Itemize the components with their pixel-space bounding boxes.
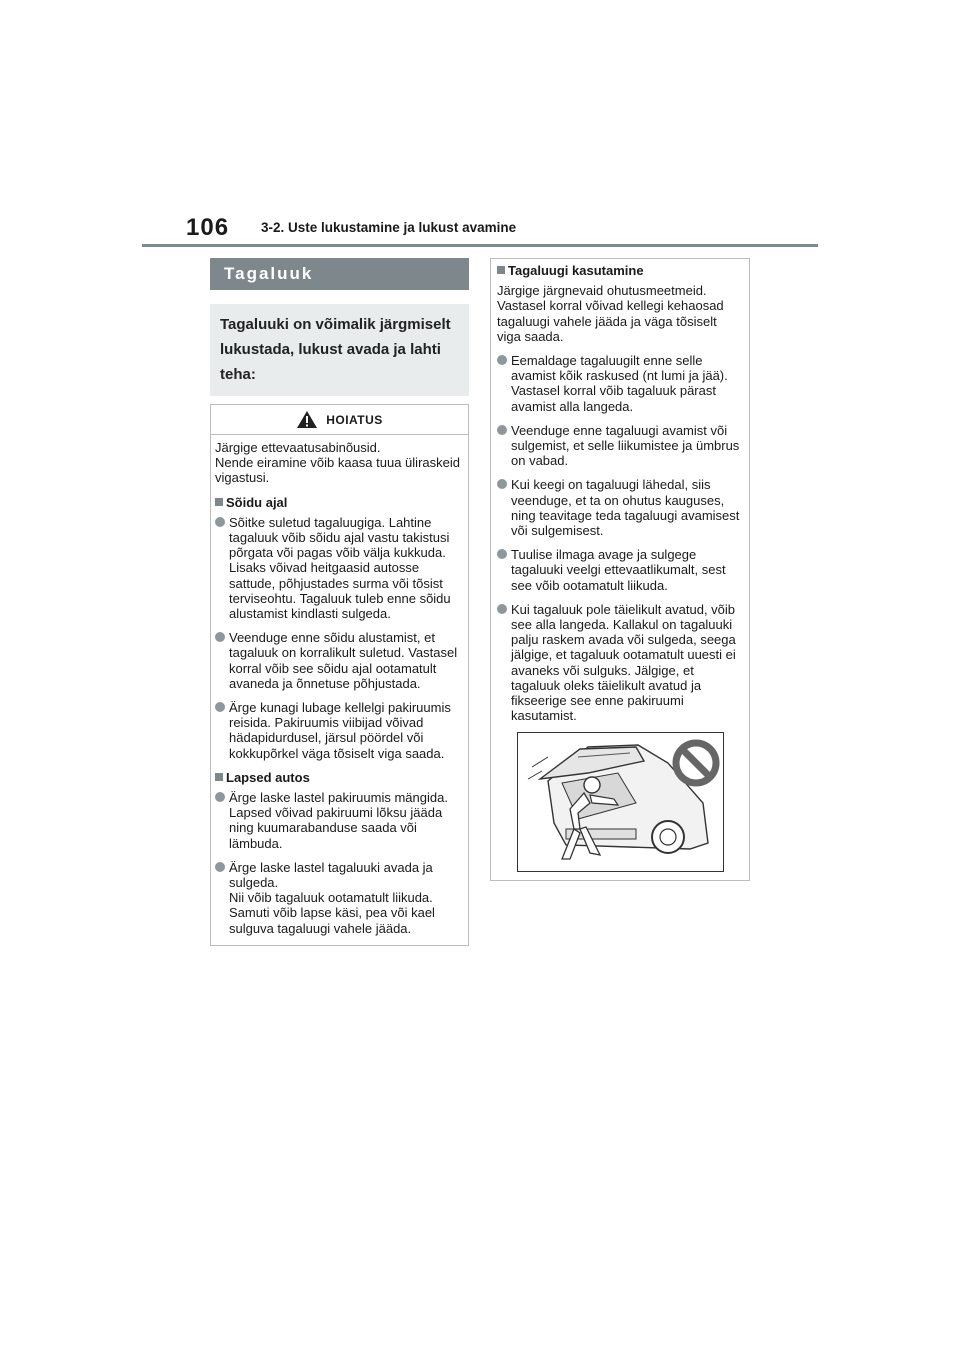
warning-intro: [215, 440, 464, 486]
bullet-item: [497, 547, 743, 593]
round-bullet-icon: [497, 549, 507, 559]
heading-text: Sõidu ajal: [226, 494, 288, 510]
bullet-text: Ärge laske lastel tagaluuki avada ja sulgeda.: [229, 859, 433, 891]
round-bullet-icon: [215, 862, 225, 872]
tailgate-illustration: [517, 732, 724, 872]
bullet-text: Kui keegi on tagaluugi lähedal, siis veenduge, et ta on ohutus kauguses, ning teavitage teda tagaluugi avamisest või sulgemisest.: [511, 477, 740, 539]
warning-box: [210, 404, 469, 946]
section-title: 3-2. Uste lukustamine ja lukust avamine: [261, 220, 517, 235]
round-bullet-icon: [215, 702, 225, 712]
warning-triangle-icon: [296, 410, 318, 429]
heading-lapsed-autos: [215, 770, 464, 785]
bullet-text: Kui tagaluuk pole täielikult avatud, võib see alla langeda. Kallakul on tagaluuki palju raskem avada või sulgeda, seega jälgige, et tagaluuk ootamatult uuesti ei avaneks või sulguks. Jälgige, et tagaluuk oleks täielikult avatud ja fikseerige see enne pakiruumi kasutamist.: [511, 601, 736, 724]
header-divider: [142, 244, 818, 247]
round-bullet-icon: [215, 792, 225, 802]
bullet-text: Ärge laske lastel pakiruumis mängida.: [229, 790, 448, 806]
heading-tagaluugi-kasutamine: [497, 263, 743, 278]
bullet-item: [497, 602, 743, 724]
bullet-item: [215, 860, 464, 936]
square-bullet-icon: [215, 773, 223, 781]
bullet-text: Veenduge enne tagaluugi avamist või sulgemist, et selle liikumistee ja ümbrus on vabad.: [511, 422, 740, 469]
bullet-text: Nii võib tagaluuk ootamatult liikuda. Samuti võib lapse käsi, pea või kael sulguva tagaluugi vahele jääda.: [229, 890, 435, 936]
heading-text: Lapsed autos: [226, 769, 310, 785]
right-intro: Järgige järgnevaid ohutusmeetmeid. Vastasel korral võivad kellegi kehaosad tagaluugi vahele jääda ja väga tõsiselt viga saada.: [497, 283, 724, 344]
left-column: [210, 258, 469, 946]
bullet-item: [497, 423, 743, 469]
square-bullet-icon: [497, 266, 505, 274]
round-bullet-icon: [497, 355, 507, 365]
warning-intro-line: Nende eiramine võib kaasa tuua üliraskeid vigastusi.: [215, 455, 460, 486]
intro-box: Tagaluuki on võimalik järgmiselt lukustada, lukust avada ja lahti teha:: [210, 304, 469, 396]
bullet-item: [215, 515, 464, 621]
bullet-text: Lapsed võivad pakiruumi lõksu jääda ning kuumarabanduse saada või lämbuda.: [229, 805, 443, 851]
heading-text: Tagaluugi kasutamine: [508, 263, 644, 278]
page-number: 106: [186, 214, 230, 241]
bullet-text: Lisaks võivad heitgaasid autosse sattude, põhjustades surma või tõsist terviseohtu. Tagaluuk tuleb enne sõidu alustamist kindlasti sulgeda.: [229, 560, 451, 622]
round-bullet-icon: [497, 604, 507, 614]
warning-intro-line: Järgige ettevaatusabinõusid.: [215, 440, 381, 455]
bullet-item: [497, 477, 743, 538]
bullet-text: Ärge kunagi lubage kellelgi pakiruumis reisida. Pakiruumis viibijad võivad hädapidurdusel, järsul pöördel või kokkupõrkel väga tõsiselt viga saada.: [229, 700, 451, 761]
bullet-item: [497, 353, 743, 414]
bullet-item: [215, 790, 464, 851]
round-bullet-icon: [497, 479, 507, 489]
round-bullet-icon: [215, 632, 225, 642]
bullet-text: Eemaldage tagaluugilt enne selle avamist kõik raskused (nt lumi ja jää). Vastasel korral võib tagaluuk pärast avamist alla langeda.: [511, 353, 728, 414]
round-bullet-icon: [215, 517, 225, 527]
bullet-text: Tuulise ilmaga avage ja sulgege tagaluuki veelgi ettevaatlikumalt, sest see võib ootamatult liikuda.: [511, 547, 726, 593]
bullet-text: Veenduge enne sõidu alustamist, et tagaluuk on korralikult suletud. Vastasel korral võib see sõidu ajal ootamatult avaneda ja õnnetuse põhjustada.: [229, 630, 458, 691]
tagaluuk-heading: Tagaluuk: [210, 258, 469, 290]
bullet-text: Sõitke suletud tagaluugiga. Lahtine tagaluuk võib sõidu ajal vastu takistusi põrgata või pagas võib välja kukkuda.: [229, 514, 450, 561]
bullet-item: [215, 700, 464, 761]
bullet-item: [215, 630, 464, 691]
tailgate-illustration-drawing: [518, 733, 723, 871]
heading-soidu-ajal: [215, 495, 464, 510]
square-bullet-icon: [215, 498, 223, 506]
warning-title: HOIATUS: [326, 412, 383, 427]
warning-body: [211, 435, 468, 945]
warning-header: [211, 405, 468, 435]
round-bullet-icon: [497, 425, 507, 435]
right-column: [490, 258, 750, 881]
